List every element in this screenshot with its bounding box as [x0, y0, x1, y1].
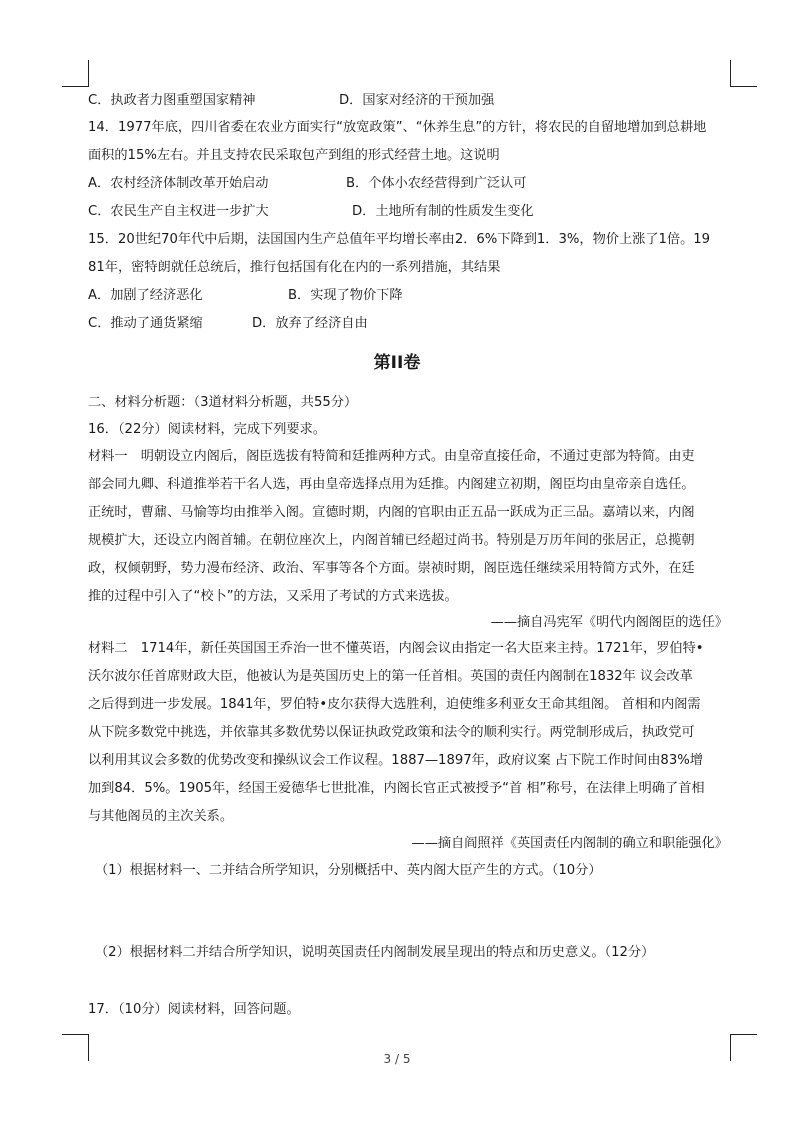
corner-mark-top-right [730, 60, 757, 87]
q14-option-c: C．农民生产自主权进一步扩大 [88, 204, 269, 219]
q16-material1-line: 政，权倾朝野，势力漫布经济、政治、军事等各个方面。崇祯时期，阁臣选任继续采用特简方式外，在廷 [88, 561, 695, 576]
page-number: 3 / 5 [383, 1052, 411, 1066]
q16-subquestion-2: （2）根据材料二并结合所学知识，说明英国责任内阁制发展呈现出的特点和历史意义。（12分） [95, 945, 655, 960]
q15-stem-line-2: 81年，密特朗就任总统后，推行包括国有化在内的一系列措施，其结果 [88, 260, 501, 275]
q16-material1-line: 规模扩大，还设立内阁首辅。在朝位座次上，内阁首辅已经超过尚书。特别是万历年间的张居正，总揽朝 [88, 533, 695, 548]
q15-stem-line-1: 15．20世纪70年代中后期，法国国内生产总值年平均增长率由2．6%下降到1．3%，物价上涨了1倍。19 [88, 232, 711, 247]
q16-subquestion-1: （1）根据材料一、二并结合所学知识，分别概括中、英内阁大臣产生的方式。（10分） [95, 863, 602, 878]
q16-material1-line: 正统时，曹鼐、马愉等均由推举入阁。宣德时期，内阁的官职由正五品一跃成为正三品。嘉靖以来，内阁 [88, 505, 695, 520]
q16-material2-line: 以利用其议会多数的优势改变和操纵议会工作议程。1887—1897年，政府议案 占下院工作时间由83%增 [88, 753, 703, 768]
q14-option-d: D．土地所有制的性质发生变化 [352, 204, 534, 219]
section-title: 第II卷 [373, 353, 421, 373]
q14-option-b: B．个体小农经营得到广泛认可 [346, 176, 527, 191]
q16-material1-source: ——摘自冯宪军《明代内阁阁臣的选任》 [490, 615, 728, 630]
q17-stem: 17．（10分）阅读材料，回答问题。 [88, 1002, 300, 1017]
q13-option-c: C．执政者力图重塑国家精神 [88, 93, 256, 108]
q16-material2-line: 之后得到进一步发展。1841年，罗伯特•皮尔获得大选胜利，迫使维多利亚女王命其组阁。 首相和内阁需 [88, 697, 701, 712]
q16-stem: 16．（22分）阅读材料，完成下列要求。 [88, 422, 326, 437]
q13-option-d: D．国家对经济的干预加强 [339, 93, 495, 108]
q15-option-b: B．实现了物价下降 [288, 288, 403, 303]
q14-stem-line-2: 面积的15%左右。并且支持农民采取包产到组的形式经营土地。这说明 [88, 148, 500, 163]
q16-material2-line: 沃尔波尔任首席财政大臣，他被认为是英国历史上的第一任首相。英国的责任内阁制在1832年 议会改革 [88, 669, 693, 684]
q16-material2-source: ——摘自阎照祥《英国责任内阁制的确立和职能强化》 [411, 836, 728, 851]
q16-material2-line: 材料二 1714年，新任英国国王乔治一世不懂英语，内阁会议由指定一名大臣来主持。1721年，罗伯特• [88, 641, 704, 656]
q16-material2-line: 从下院多数党中挑选，并依靠其多数优势以保证执政党政策和法令的顺利实行。两党制形成后，执政党可 [88, 725, 695, 740]
part2-heading: 二、材料分析题：（3道材料分析题，共55分） [88, 395, 358, 410]
corner-mark-top-left [62, 60, 89, 87]
q16-material2-line: 加到84．5%。1905年，经国王爱德华七世批准，内阁长官正式被授予“首 相”称号，在法律上明确了首相 [88, 781, 705, 796]
q16-material1-line: 部会同九卿、科道推举若干名人选，再由皇帝选择点用为廷推。内阁建立初期，阁臣均由皇帝亲自选任。 [88, 477, 695, 492]
q16-material1-line: 材料一 明朝设立内阁后，阁臣选拔有特简和廷推两种方式。由皇帝直接任命，不通过吏部为特简。由吏 [88, 449, 695, 464]
q15-option-d: D．放弃了经济自由 [252, 316, 368, 331]
q15-option-a: A．加剧了经济恶化 [88, 288, 203, 303]
q15-option-c: C．推动了通货紧缩 [88, 316, 203, 331]
q16-material1-line: 推的过程中引入了“校卜”的方法，又采用了考试的方式来选拔。 [88, 589, 458, 604]
q14-stem-line-1: 14．1977年底，四川省委在农业方面实行“放宽政策”、“休养生息”的方针，将农民的自留地增加到总耕地 [88, 120, 707, 135]
q16-material2-line: 与其他阁员的主次关系。 [88, 809, 234, 824]
q14-option-a: A．农村经济体制改革开始启动 [88, 176, 269, 191]
